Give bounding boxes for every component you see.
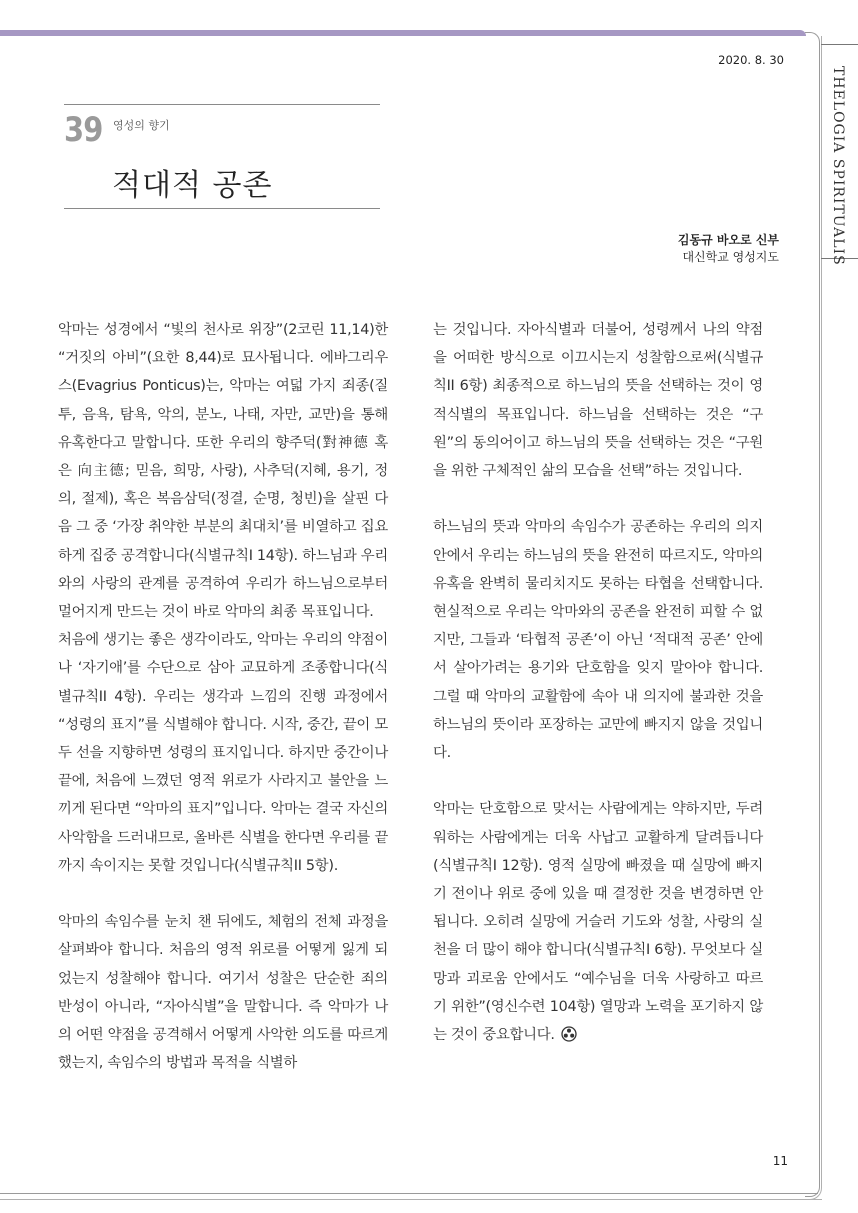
paragraph: 처음에 생기는 좋은 생각이라도, 악마는 우리의 약점이나 ‘자기애’를 수단으로 삼아 교묘하게 조종합니다(식별규칙II 4항). 우리는 생각과 느낌의 진행 과정에서 “성령의 표지”를 식별해야 합니다. 시작, 중간, 끝이 모두 선을 지향하면 성령의 표지입니다. 하지만 중간이나 끝에, 처음에 느꼈던 영적 위로가 사라지고 불안을 느끼게 된다면 “악마의 표지”입니다. 악마는 결국 자신의 사악함을 드러내므로, 올바른 식별을 한다면 우리를 끝까지 속이지는 못할 것입니다(식별규칙II 5항). (58, 632, 388, 874)
paragraph: 는 것입니다. 자아식별과 더불어, 성령께서 나의 약점을 어떠한 방식으로 이끄시는지 성찰함으로써(식별규칙II 6항) 최종적으로 하느님의 뜻을 선택하는 것이 영적식별의 목표입니다. 하느님을 선택하는 것은 “구원”의 동의어이고 하느님의 뜻을 선택하는 것은 “구원을 위한 구체적인 삶의 모습을 선택”하는 것입니다. (433, 322, 763, 480)
article-number: 39 (64, 110, 103, 150)
end-mark-icon (561, 1026, 577, 1042)
paragraph: 악마의 속임수를 눈치 챈 뒤에도, 체험의 전체 과정을 살펴봐야 합니다. 처음의 영적 위로를 어떻게 잃게 되었는지 성찰해야 합니다. 여기서 성찰은 단순한 죄의 반성이 아니라, “자아식별”을 말합니다. 즉 악마가 나의 어떤 약점을 공격해서 어떻게 사악한 의도를 따르게 했는지, 속임수의 방법과 목적을 식별하 (58, 914, 388, 1072)
page-frame-bottom (0, 1193, 818, 1194)
top-accent-bar (0, 30, 806, 36)
author-block (678, 232, 779, 266)
series-name: 영성의 향기 (113, 119, 170, 132)
spine-divider-top (821, 44, 858, 45)
spine-title: THELOGIA SPIRITUALIS (830, 66, 846, 266)
body-column-right (433, 316, 763, 1049)
paragraph-text: 악마는 단호함으로 맞서는 사람에게는 약하지만, 두려워하는 사람에게는 더욱 사납고 교활하게 달려듭니다(식별규칙I 12항). 영적 실망에 빠졌을 때 실망에 빠지기 전이나 위로 중에 있을 때 결정한 것을 변경하면 안 됩니다. 오히려 실망에 거슬러 기도와 성찰, 사랑의 실천을 더 많이 해야 합니다(식별규칙I 6항). 무엇보다 실망과 괴로움 안에서도 “예수님을 더욱 사랑하고 따르기 위한”(영신수련 104항) 열망과 노력을 포기하지 않는 것이 중요합니다. (433, 801, 763, 1044)
paragraph: 악마는 성경에서 “빛의 천사로 위장”(2코린 11,14)한 “거짓의 아비”(요한 8,44)로 묘사됩니다. 에바그리우스(Evagrius Ponticus)는, 악마는 여덟 가지 죄종(질투, 음욕, 탐욕, 악의, 분노, 나태, 자만, 교만)을 통해 유혹한다고 말합니다. 또한 우리의 향주덕(對神德 혹은 向主德; 믿음, 희망, 사랑), 사추덕(지혜, 용기, 정의, 절제), 혹은 복음삼덕(정결, 순명, 청빈)을 살핀 다음 그 중 ‘가장 취약한 부분의 최대치’를 비열하고 집요하게 집중 공격합니다(식별규칙I 14항). 하느님과 우리와의 사랑의 관계를 공격하여 우리가 하느님으로부터 멀어지게 만드는 것이 바로 악마의 최종 목표입니다. (58, 322, 388, 621)
issue-date: 2020. 8. 30 (718, 53, 784, 67)
body-column-left (58, 316, 388, 1077)
page-frame-bottom-inner (0, 1199, 822, 1200)
author-affiliation: 대신학교 영성지도 (682, 250, 779, 264)
article-title: 적대적 공존 (112, 168, 273, 203)
page-frame-inner (809, 36, 822, 1200)
author-name: 김동규 바오로 신부 (677, 233, 779, 247)
title-rule-top (64, 104, 380, 105)
title-rule-bottom (64, 208, 380, 209)
paragraph: 하느님의 뜻과 악마의 속임수가 공존하는 우리의 의지 안에서 우리는 하느님의 뜻을 완전히 따르지도, 악마의 유혹을 완벽히 물리치지도 못하는 타협을 선택합니다. 현실적으로 우리는 악마와의 공존을 완전히 피할 수 없지만, 그들과 ‘타협적 공존’이 아닌 ‘적대적 공존’ 안에서 살아가려는 용기와 단호함을 잊지 말아야 합니다. 그럴 때 악마의 교활함에 속아 내 의지에 불과한 것을 하느님의 뜻이라 포장하는 교만에 빠지지 않을 것입니다. (433, 519, 763, 762)
paragraph-final (433, 795, 763, 1049)
page-number: 11 (772, 1154, 788, 1168)
